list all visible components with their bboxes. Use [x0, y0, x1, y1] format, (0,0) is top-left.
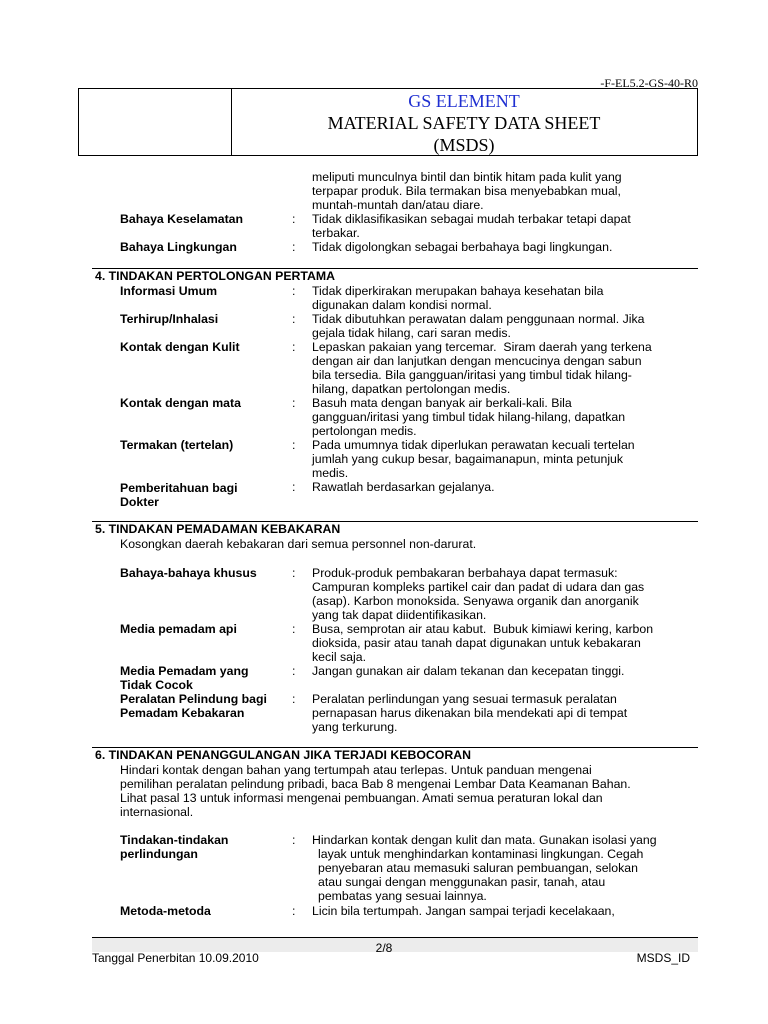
colon: : [292, 396, 296, 410]
row-label-pemberitahuan: Pemberitahuan bagi [120, 481, 238, 495]
section-5-heading: 5. TINDAKAN PEMADAMAN KEBAKARAN [95, 522, 341, 536]
section-6-intro-line: Lihat pasal 13 untuk informasi mengenai pembuangan. Amati semua peraturan lokal dan [120, 791, 603, 805]
colon: : [292, 692, 296, 706]
row-label-tindakan-cont: perlindungan [120, 847, 198, 861]
row-value: digunakan dalam kondisi normal. [312, 298, 492, 312]
row-label-media-tidak-cocok-cont: Tidak Cocok [120, 678, 193, 692]
row-value: kecil saja. [312, 650, 366, 664]
brand-name: GS ELEMENT [408, 91, 520, 111]
row-value: Pada umumnya tidak diperlukan perawatan kecuali tertelan [312, 438, 635, 452]
row-label-peralatan-pelindung: Peralatan Pelindung bagi [120, 692, 267, 706]
colon: : [292, 904, 296, 918]
row-value: dioksida, pasir atau tanah dapat digunakan untuk kebakaran [312, 636, 641, 650]
row-value: yang terkurung. [312, 720, 398, 734]
row-value: hilang, dapatkan pertolongan medis. [312, 382, 511, 396]
row-value: gejala tidak hilang, cari saran medis. [312, 326, 511, 340]
row-value: Tidak diperkirakan merupakan bahaya kesehatan bila [312, 284, 604, 298]
continuation-line: meliputi munculnya bintil dan bintik hitam pada kulit yang [312, 170, 622, 184]
row-value: Busa, semprotan air atau kabut. Bubuk kimiawi kering, karbon [312, 622, 654, 636]
document-header-box [78, 88, 698, 156]
row-label-media-tidak-cocok: Media Pemadam yang [120, 664, 249, 678]
row-value: Hindarkan kontak dengan kulit dan mata. Gunakan isolasi yang [312, 833, 657, 847]
row-label-peralatan-pelindung-cont: Pemadam Kebakaran [120, 706, 245, 720]
header-titles [231, 89, 697, 155]
colon: : [292, 833, 296, 847]
section-4-heading: 4. TINDAKAN PERTOLONGAN PERTAMA [95, 269, 336, 283]
row-label-media-pemadam: Media pemadam api [120, 622, 237, 636]
colon: : [292, 480, 296, 494]
row-value: Rawatlah berdasarkan gejalanya. [312, 480, 495, 494]
logo-cell [79, 89, 232, 155]
section-6-heading: 6. TINDAKAN PENANGGULANGAN JIKA TERJADI KEBOCORAN [95, 748, 471, 762]
row-value: Licin bila tertumpah. Jangan sampai terjadi kecelakaan, [312, 904, 615, 918]
document-id: MSDS_ID [636, 951, 690, 965]
row-value: Produk-produk pembakaran berbahaya dapat termasuk: [312, 566, 618, 580]
document-title: MATERIAL SAFETY DATA SHEET [327, 113, 601, 133]
colon: : [292, 284, 296, 298]
row-value: Tidak dibutuhkan perawatan dalam penggunaan normal. Jika [312, 312, 645, 326]
section-6-intro-line: pemilihan peralatan pelindung pribadi, baca Bab 8 mengenai Lembar Data Keamanan Bahan. [120, 777, 631, 791]
section-6-intro-line: internasional. [120, 805, 194, 819]
colon: : [292, 340, 296, 354]
document-subtitle: (MSDS) [433, 135, 495, 155]
row-value: Campuran kompleks partikel cair dan padat di udara dan gas [312, 580, 645, 594]
row-value: Peralatan perlindungan yang sesuai termasuk peralatan [312, 692, 617, 706]
row-value: pertolongan medis. [312, 424, 417, 438]
row-label-informasi-umum: Informasi Umum [120, 284, 218, 298]
row-value: Lepaskan pakaian yang tercemar. Siram daerah yang terkena [312, 340, 652, 354]
row-value: Jangan gunakan air dalam tekanan dan kecepatan tinggi. [312, 664, 625, 678]
page-number: 2/8 [375, 941, 393, 955]
row-value: medis. [312, 466, 349, 480]
row-label-termakan: Termakan (tertelan) [120, 438, 234, 452]
row-value: penyebaran atau memasuki saluran pembuangan, selokan [318, 861, 638, 875]
colon: : [292, 664, 296, 678]
row-value: bila tersedia. Bila gangguan/iritasi yang timbul tidak hilang- [312, 368, 632, 382]
colon: : [292, 240, 296, 254]
row-label-tindakan: Tindakan-tindakan [120, 833, 229, 847]
row-value: jumlah yang cukup besar, bagaimanapun, minta petunjuk [312, 452, 624, 466]
colon: : [292, 622, 296, 636]
colon: : [292, 438, 296, 452]
section-6-intro-line: Hindari kontak dengan bahan yang tertumpah atau terlepas. Untuk panduan mengenai [120, 763, 592, 777]
colon: : [292, 212, 296, 226]
row-label-metoda: Metoda-metoda [120, 904, 211, 918]
row-value: Tidak digolongkan sebagai berbahaya bagi lingkungan. [312, 240, 613, 254]
row-value: yang tak dapat diidentifikasikan. [312, 608, 487, 622]
colon: : [292, 312, 296, 326]
row-value: dengan air dan lanjutkan dengan mencucinya dengan sabun [312, 354, 642, 368]
row-label-pemberitahuan-cont: Dokter [120, 495, 159, 509]
row-label-bahaya-lingkungan: Bahaya Lingkungan [120, 240, 237, 254]
row-value: terbakar. [312, 226, 360, 240]
row-label-bahaya-keselamatan: Bahaya Keselamatan [120, 212, 244, 226]
row-label-terhirup: Terhirup/Inhalasi [120, 312, 219, 326]
continuation-line: terpapar produk. Bila termakan bisa menyebabkan mual, [312, 184, 621, 198]
colon: : [292, 566, 296, 580]
row-value: gangguan/iritasi yang timbul tidak hilang-hilang, dapatkan [312, 410, 626, 424]
row-value: pembatas yang sesuai lainnya. [318, 889, 487, 903]
row-value: Basuh mata dengan banyak air berkali-kali. Bila [312, 396, 572, 410]
row-label-kontak-kulit: Kontak dengan Kulit [120, 340, 240, 354]
row-label-bahaya-khusus: Bahaya-bahaya khusus [120, 566, 257, 580]
continuation-line: muntah-muntah dan/atau diare. [312, 198, 484, 212]
row-value: pernapasan harus dikenakan bila mendekati api di tempat [312, 706, 628, 720]
section-5-intro: Kosongkan daerah kebakaran dari semua personnel non-darurat. [120, 537, 477, 551]
row-value: atau sungai dengan menggunakan pasir, tanah, atau [318, 875, 606, 889]
row-value: Tidak diklasifikasikan sebagai mudah terbakar tetapi dapat [312, 212, 631, 226]
row-value: layak untuk menghindarkan kontaminasi lingkungan. Cegah [318, 847, 644, 861]
document-reference-code: -F-EL5.2-GS-40-R0 [600, 76, 698, 90]
row-label-kontak-mata: Kontak dengan mata [120, 396, 241, 410]
row-value: (asap). Karbon monoksida. Senyawa organik dan anorganik [312, 594, 639, 608]
issue-date: Tanggal Penerbitan 10.09.2010 [92, 951, 259, 965]
